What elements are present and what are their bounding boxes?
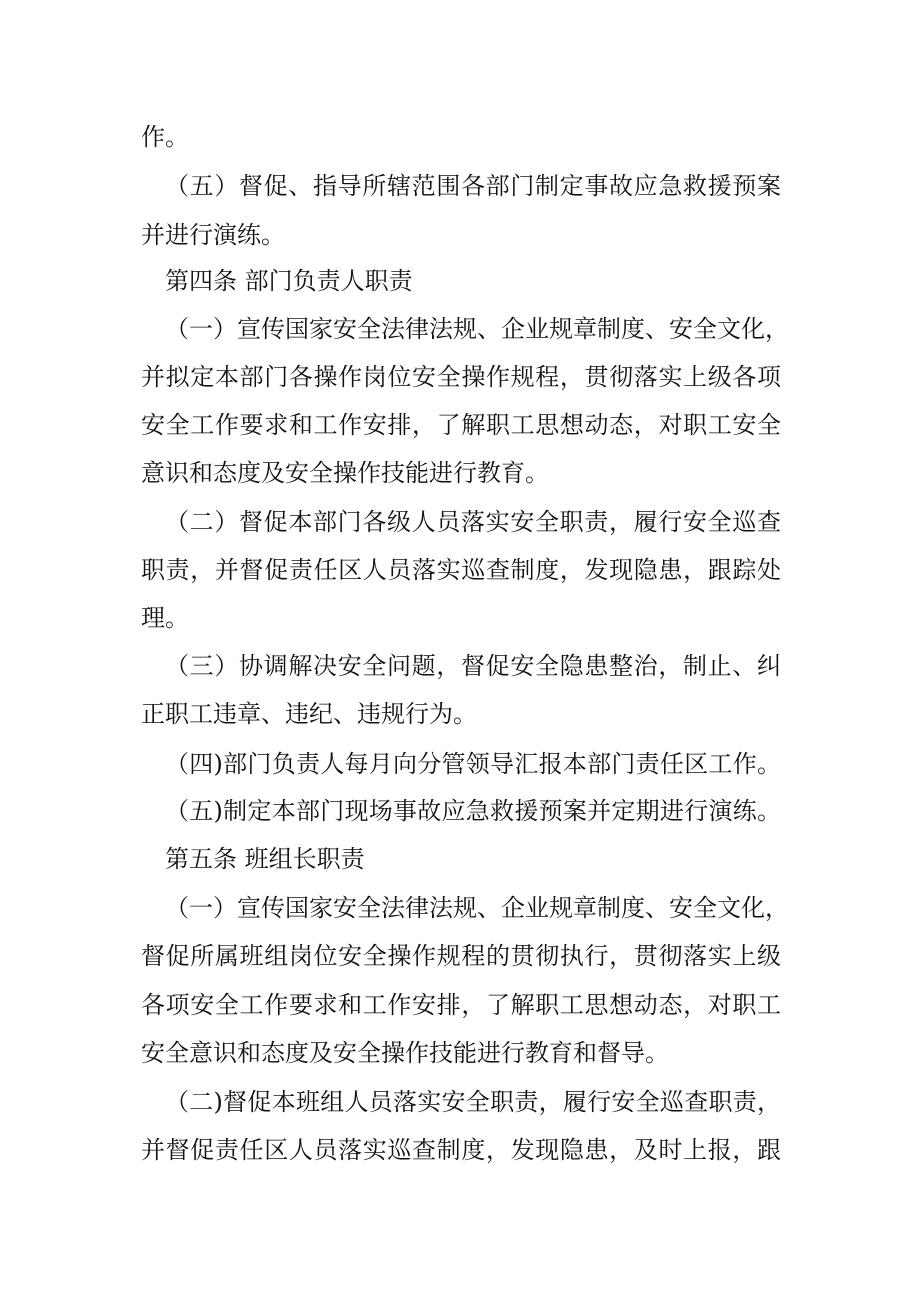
- section-heading: 第四条 部门负责人职责: [165, 267, 413, 295]
- text-line: （四)部门负责人每月向分管领导汇报本部门责任区工作。: [165, 750, 781, 778]
- text-line: 督促所属班组岗位安全操作规程的贯彻执行，贯彻落实上级: [141, 942, 781, 970]
- text-line: （二）督促本部门各级人员落实安全职责，履行安全巡查: [165, 508, 781, 536]
- text-line: （五）督促、指导所辖范围各部门制定事故应急救援预案: [165, 172, 781, 200]
- text-line: （五)制定本部门现场事故应急救援预案并定期进行演练。: [165, 797, 781, 825]
- text-line: 正职工违章、违纪、违规行为。: [141, 700, 477, 728]
- section-heading: 第五条 班组长职责: [165, 845, 365, 873]
- text-line: （一）宣传国家安全法律法规、企业规章制度、安全文化，: [165, 315, 789, 343]
- text-line: 安全工作要求和工作安排，了解职工思想动态，对职工安全: [141, 411, 781, 439]
- text-line: 并督促责任区人员落实巡查制度，发现隐患，及时上报，跟: [141, 1136, 781, 1164]
- text-line: 作。: [141, 123, 189, 151]
- text-line: 各项安全工作要求和工作安排，了解职工思想动态，对职工: [141, 991, 781, 1019]
- text-line: 意识和态度及安全操作技能进行教育。: [141, 459, 549, 487]
- text-line: （二)督促本班组人员落实安全职责，履行安全巡查职责，: [165, 1088, 781, 1116]
- text-line: （三）协调解决安全问题，督促安全隐患整治，制止、纠: [165, 652, 781, 680]
- text-line: （一）宣传国家安全法律法规、企业规章制度、安全文化，: [165, 894, 789, 922]
- text-line: 理。: [141, 604, 189, 632]
- text-line: 职责，并督促责任区人员落实巡查制度，发现隐患，跟踪处: [141, 556, 781, 584]
- text-line: 安全意识和态度及安全操作技能进行教育和督导。: [141, 1039, 669, 1067]
- text-line: 并拟定本部门各操作岗位安全操作规程，贯彻落实上级各项: [141, 363, 781, 391]
- text-line: 并进行演练。: [141, 221, 285, 249]
